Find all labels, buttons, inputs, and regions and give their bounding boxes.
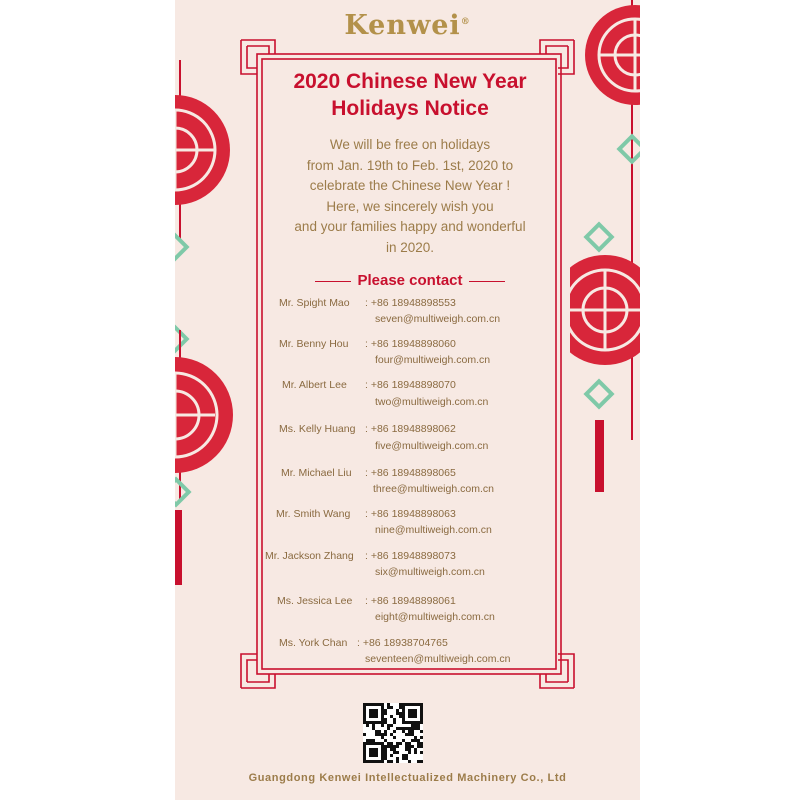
contact-name: Mr. Albert Lee [282, 379, 347, 391]
holiday-notice-poster [175, 0, 640, 800]
contact-phone: : +86 18948898553 [365, 297, 456, 309]
message-line: in 2020. [385, 239, 435, 255]
contact-email[interactable]: nine@multiweigh.com.cn [375, 524, 492, 536]
brand-name: Kenwei [344, 10, 461, 41]
contact-name: Ms. York Chan [279, 637, 348, 649]
contact-phone: : +86 18948898070 [365, 379, 456, 391]
contact-list [175, 0, 640, 700]
message-line: We will be free on holidays [329, 137, 491, 152]
message-line: celebrate the Chinese New Year ! [309, 178, 511, 193]
qr-code-graphic [363, 703, 423, 763]
contact-name: Ms. Kelly Huang [279, 423, 356, 435]
contact-email[interactable]: five@multiweigh.com.cn [375, 440, 489, 452]
contact-email[interactable]: three@multiweigh.com.cn [373, 483, 494, 495]
contact-phone: : +86 18948898063 [365, 508, 456, 520]
contact-phone: : +86 18948898065 [365, 467, 456, 479]
company-footer: Guangdong Kenwei Intellectualized Machinery Co., Ltd [248, 772, 567, 784]
title-line-1: 2020 Chinese New Year [293, 70, 527, 93]
contact-email[interactable]: seven@multiweigh.com.cn [375, 313, 501, 325]
contact-email[interactable]: six@multiweigh.com.cn [375, 566, 485, 578]
contact-email[interactable]: eight@multiweigh.com.cn [375, 611, 495, 623]
contact-phone: : +86 18948898061 [365, 595, 456, 607]
title-line-2: Holidays Notice [331, 97, 489, 120]
contact-phone: : +86 18938704765 [357, 637, 448, 649]
contact-name: Ms. Jessica Lee [277, 595, 353, 607]
contact-name: Mr. Benny Hou [279, 338, 349, 350]
contact-phone: : +86 18948898060 [365, 338, 456, 350]
contact-email[interactable]: two@multiweigh.com.cn [375, 396, 489, 408]
contact-email[interactable]: seventeen@multiweigh.com.cn [365, 653, 511, 665]
message-line: and your families happy and wonderful [294, 219, 526, 234]
contact-email[interactable]: four@multiweigh.com.cn [375, 354, 491, 366]
message-line: from Jan. 19th to Feb. 1st, 2020 to [306, 157, 514, 173]
contact-name: Mr. Jackson Zhang [265, 550, 354, 562]
contact-name: Mr. Spight Mao [279, 297, 350, 309]
qr-code-icon[interactable] [363, 703, 423, 763]
contact-phone: : +86 18948898062 [365, 423, 456, 435]
contact-heading-label: Please contact [357, 272, 463, 289]
message-line: Here, we sincerely wish you [326, 198, 494, 214]
registered-mark: ® [460, 17, 471, 27]
contact-phone: : +86 18948898073 [365, 550, 456, 562]
contact-name: Mr. Michael Liu [281, 467, 352, 479]
contact-name: Mr. Smith Wang [276, 508, 351, 520]
